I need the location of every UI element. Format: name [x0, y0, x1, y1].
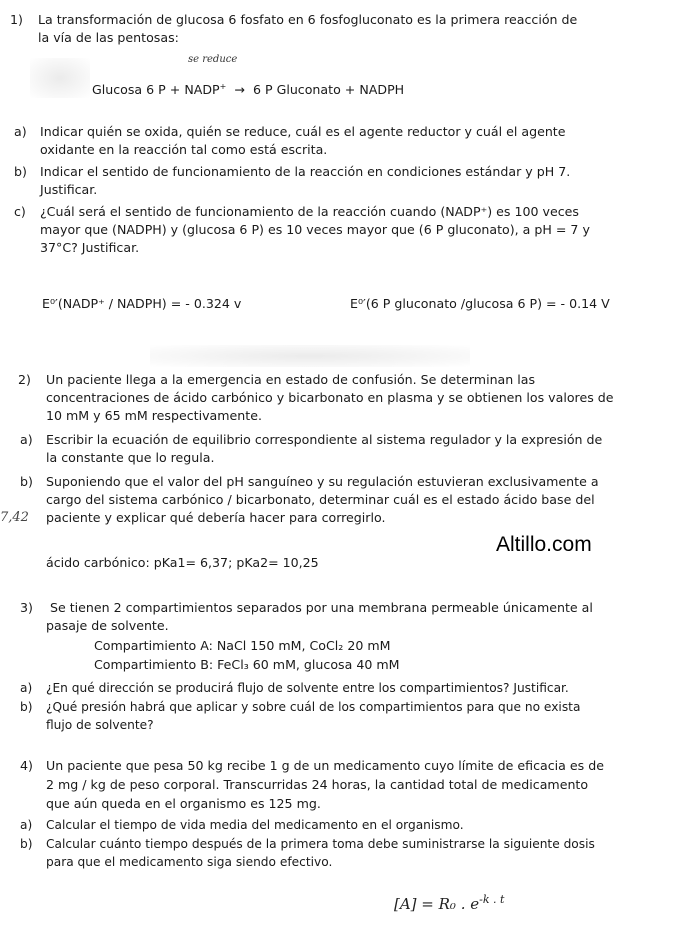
equation-plus-charge: + — [219, 81, 227, 91]
q1a-line1: Indicar quién se oxida, quién se reduce, cuál es el agente reductor y cuál el agente — [40, 124, 566, 139]
q1b-line2: Justificar. — [40, 182, 98, 197]
q1c-line3: 37°C? Justificar. — [40, 240, 140, 255]
q3b-line2: flujo de solvente? — [46, 718, 154, 732]
q3b-line1: ¿Qué presión habrá que aplicar y sobre cuál de los compartimientos para que no exista — [46, 700, 581, 714]
q3b-label: b) — [20, 700, 33, 714]
q4b-label: b) — [20, 837, 33, 851]
altillo-watermark: Altillo.com — [496, 533, 592, 556]
scan-smudge — [150, 345, 470, 367]
q2b-label: b) — [20, 474, 33, 489]
q1-text-line1: La transformación de glucosa 6 fosfato en 6 fosfogluconato es la primera reacción de — [38, 12, 578, 27]
q3-text-line2: pasaje de solvente. — [46, 618, 169, 633]
q2-text-line2: concentraciones de ácido carbónico y bicarbonato en plasma y se obtienen los valores de — [46, 390, 614, 405]
q2-number: 2) — [18, 372, 31, 387]
q2-pka-values: ácido carbónico: pKa1= 6,37; pKa2= 10,25 — [46, 555, 319, 570]
q3-compartment-a: Compartimiento A: NaCl 150 mM, CoCl₂ 20 mM — [94, 638, 391, 653]
q1c-line2: mayor que (NADPH) y (glucosa 6 P) es 10 veces mayor que (6 P gluconato), a pH = 7 y — [40, 222, 590, 237]
q4-text-line2: 2 mg / kg de peso corporal. Transcurridas 24 horas, la cantidad total de medicamento — [46, 777, 589, 792]
q1-text-line2: la vía de las pentosas: — [38, 30, 179, 45]
q1a-label: a) — [14, 124, 27, 139]
q3a-line1: ¿En qué dirección se producirá flujo de solvente entre los compartimientos? Justificar. — [46, 681, 569, 695]
scan-smudge — [30, 58, 90, 98]
q2-margin-note: 7,42 — [0, 510, 29, 525]
q1-equation — [92, 82, 404, 98]
q4-text-line1: Un paciente que pesa 50 kg recibe 1 g de un medicamento cuyo límite de eficacia es de — [46, 758, 604, 773]
q4a-line1: Calcular el tiempo de vida media del medicamento en el organismo. — [46, 818, 464, 832]
q2a-label: a) — [20, 432, 33, 447]
q3-compartment-b: Compartimiento B: FeCl₃ 60 mM, glucosa 40 mM — [94, 657, 400, 672]
formula-exponent: -k . t — [479, 893, 505, 906]
q3a-label: a) — [20, 681, 33, 695]
q1c-line1: ¿Cuál será el sentido de funcionamiento de la reacción cuando (NADP⁺) es 100 veces — [40, 204, 579, 219]
q2b-line2: cargo del sistema carbónico / bicarbonato, determinar cuál es el estado ácido base del — [46, 492, 595, 507]
q2b-line1: Suponiendo que el valor del pH sanguíneo y su regulación estuvieran exclusivamente a — [46, 474, 599, 489]
q4b-line2: para que el medicamento siga siendo efectivo. — [46, 855, 333, 869]
q4-number: 4) — [20, 758, 33, 773]
q1a-line2: oxidante en la reacción tal como está escrita. — [40, 142, 328, 157]
q1-potential-nadp: E⁰′(NADP⁺ / NADPH) = - 0.324 v — [42, 296, 242, 311]
equation-left: Glucosa 6 P + NADP — [92, 82, 220, 97]
equation-arrow: → — [234, 82, 245, 97]
q2-text-line3: 10 mM y 65 mM respectivamente. — [46, 408, 262, 423]
formula-base: [A] = R₀ . e — [394, 895, 480, 913]
q1-handwritten-annotation: se reduce — [188, 54, 238, 65]
q3-text-line1: Se tienen 2 compartimientos separados por una membrana permeable únicamente al — [50, 600, 593, 615]
q2-text-line1: Un paciente llega a la emergencia en estado de confusión. Se determinan las — [46, 372, 536, 387]
q4b-line1: Calcular cuánto tiempo después de la primera toma debe suministrarse la siguiente dosis — [46, 837, 595, 851]
q2b-line3: paciente y explicar qué debería hacer para corregirlo. — [46, 510, 386, 525]
q1b-line1: Indicar el sentido de funcionamiento de la reacción en condiciones estándar y pH 7. — [40, 164, 571, 179]
q1-number: 1) — [10, 12, 23, 27]
q1b-label: b) — [14, 164, 27, 179]
equation-right: 6 P Gluconato + NADPH — [252, 82, 405, 97]
q1c-label: c) — [14, 204, 26, 219]
q4-handwritten-formula — [394, 893, 505, 913]
q1-potential-gluconato: E⁰′(6 P gluconato /glucosa 6 P) = - 0.14 V — [350, 296, 610, 311]
q4-text-line3: que aún queda en el organismo es 125 mg. — [46, 796, 321, 811]
q3-number: 3) — [20, 600, 33, 615]
q2a-line2: la constante que lo regula. — [46, 450, 215, 465]
q2a-line1: Escribir la ecuación de equilibrio correspondiente al sistema regulador y la expresión de — [46, 432, 603, 447]
q4a-label: a) — [20, 818, 33, 832]
